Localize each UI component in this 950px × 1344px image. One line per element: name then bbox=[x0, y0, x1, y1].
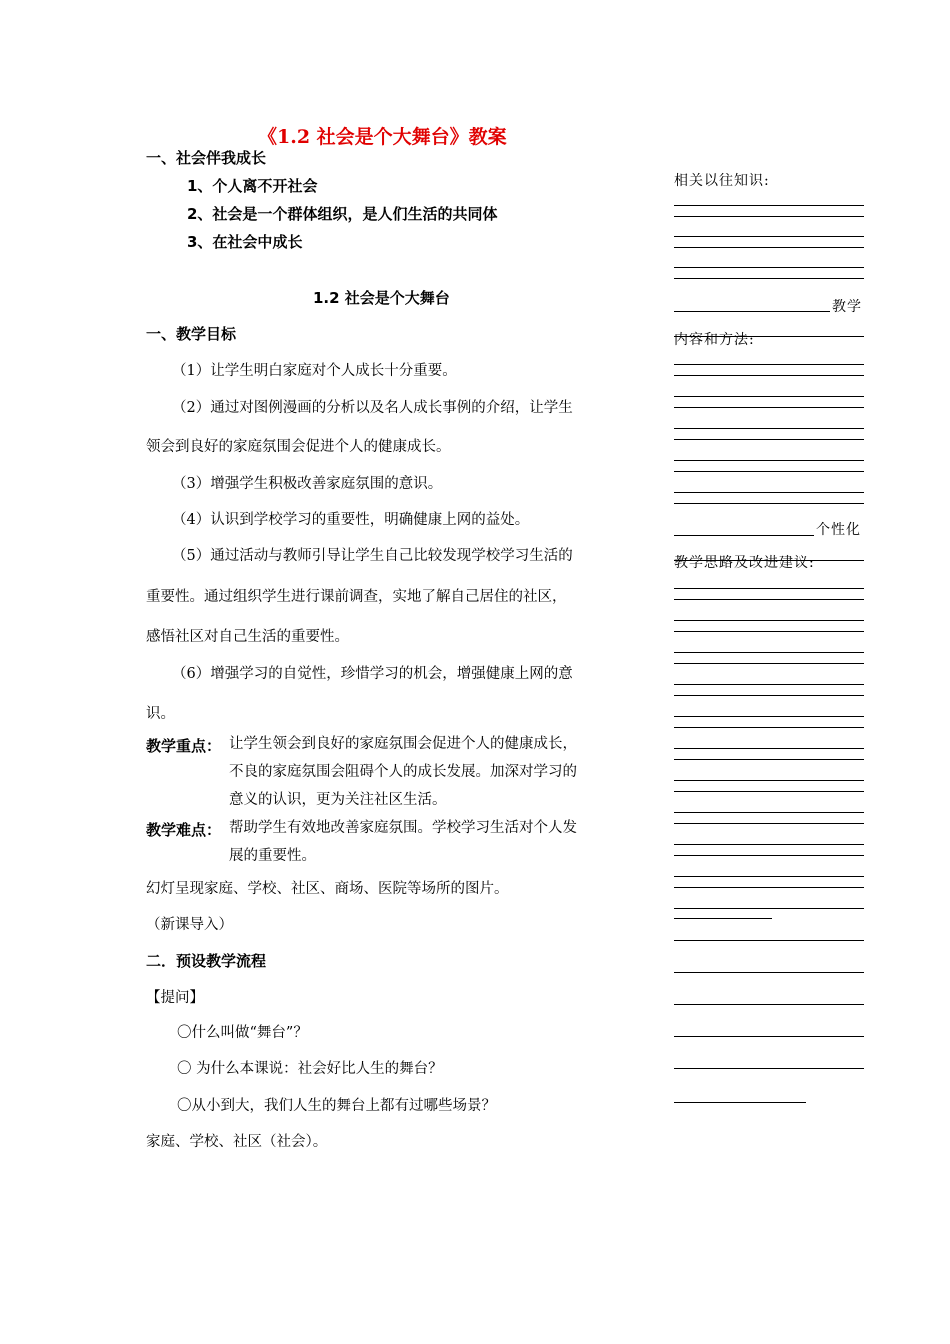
note-line bbox=[674, 791, 864, 792]
objective-line: （2）通过对图例漫画的分析以及名人成长事例的介绍，让学生 bbox=[172, 400, 573, 416]
note-line bbox=[674, 396, 864, 397]
difficulties-text bbox=[229, 814, 577, 870]
objective-line: （6）增强学习的自觉性，珍惜学习的机会，增强健康上网的意 bbox=[172, 666, 573, 682]
objective-line: （4）认识到学校学习的重要性，明确健康上网的益处。 bbox=[172, 512, 530, 528]
note-line bbox=[674, 716, 864, 717]
outline-heading: 一、社会伴我成长 bbox=[146, 149, 267, 167]
note-line bbox=[674, 492, 864, 493]
outline-item: 2、社会是一个群体组织，是人们生活的共同体 bbox=[187, 205, 498, 223]
note-line bbox=[674, 428, 864, 429]
note-line bbox=[674, 748, 864, 749]
key-points-text bbox=[229, 730, 577, 814]
question-line: 〇什么叫做“舞台”？ bbox=[177, 1025, 308, 1041]
note-line bbox=[674, 364, 864, 365]
sidebar-related-label: 相关以往知识: bbox=[674, 173, 770, 189]
note-line bbox=[674, 278, 864, 279]
note-line bbox=[674, 236, 864, 237]
note-line bbox=[674, 918, 772, 919]
note-line bbox=[674, 940, 864, 941]
note-line bbox=[674, 631, 864, 632]
note-line bbox=[674, 1102, 806, 1103]
answer-line: 家庭、学校、社区（社会）。 bbox=[146, 1134, 328, 1150]
note-line bbox=[674, 1068, 864, 1069]
note-line bbox=[674, 311, 830, 312]
section-title: 1.2 社会是个大舞台 bbox=[313, 289, 450, 307]
objective-line: （1）让学生明白家庭对个人成长十分重要。 bbox=[172, 363, 457, 379]
objective-line: （5）通过活动与教师引导让学生自己比较发现学校学习生活的 bbox=[172, 548, 573, 564]
note-line bbox=[674, 823, 864, 824]
note-line bbox=[674, 663, 864, 664]
note-line bbox=[674, 560, 864, 561]
note-line bbox=[674, 812, 864, 813]
objective-line: 识。 bbox=[146, 706, 175, 722]
note-line bbox=[674, 471, 864, 472]
difficulties-line: 帮助学生有效地改善家庭氛围。学校学习生活对个人发 bbox=[229, 820, 577, 836]
note-line bbox=[674, 620, 864, 621]
note-line bbox=[674, 844, 864, 845]
sidebar-personal-label-b: 教学思路及改进建议: bbox=[674, 555, 815, 571]
note-line bbox=[674, 535, 814, 536]
note-line bbox=[674, 336, 864, 337]
key-points-line: 让学生领会到良好的家庭氛围会促进个人的健康成长， bbox=[229, 736, 577, 752]
process-heading: 二．预设教学流程 bbox=[146, 952, 267, 970]
note-line bbox=[674, 887, 864, 888]
document-title: 《1.2 社会是个大舞台》教案 bbox=[258, 126, 507, 148]
difficulties-line: 展的重要性。 bbox=[229, 848, 316, 864]
new-lesson-line: （新课导入） bbox=[146, 917, 233, 933]
key-points-line: 意义的认识，更为关注社区生活。 bbox=[229, 792, 447, 808]
objective-line: （3）增强学生积极改善家庭氛围的意识。 bbox=[172, 476, 443, 492]
note-line bbox=[674, 727, 864, 728]
note-line bbox=[674, 972, 864, 973]
objective-line: 重要性。通过组织学生进行课前调查，实地了解自己居住的社区， bbox=[146, 589, 567, 605]
note-line bbox=[674, 684, 864, 685]
note-line bbox=[674, 695, 864, 696]
note-line bbox=[674, 503, 864, 504]
note-line bbox=[674, 908, 864, 909]
objectives-heading: 一、教学目标 bbox=[146, 325, 237, 343]
note-line bbox=[674, 460, 864, 461]
note-line bbox=[674, 599, 864, 600]
note-line bbox=[674, 759, 864, 760]
objective-line: 感悟社区对自己生活的重要性。 bbox=[146, 629, 349, 645]
note-line bbox=[674, 439, 864, 440]
question-line: 〇 为什么本课说：社会好比人生的舞台？ bbox=[177, 1061, 443, 1077]
note-line bbox=[674, 652, 864, 653]
key-points-label: 教学重点： bbox=[146, 737, 222, 755]
note-line bbox=[674, 205, 864, 206]
difficulties-label: 教学难点： bbox=[146, 821, 222, 839]
sidebar-teaching-label-b: 内容和方法: bbox=[674, 332, 755, 348]
note-line bbox=[674, 876, 864, 877]
sidebar-teaching-label-a: 教学 bbox=[832, 299, 862, 315]
note-line bbox=[674, 1036, 864, 1037]
note-line bbox=[674, 1004, 864, 1005]
note-line bbox=[674, 375, 864, 376]
outline-item: 1、个人离不开社会 bbox=[187, 177, 318, 195]
outline-item: 3、在社会中成长 bbox=[187, 233, 303, 251]
note-line bbox=[674, 407, 864, 408]
note-line bbox=[674, 267, 864, 268]
objective-line: 领会到良好的家庭氛围会促进个人的健康成长。 bbox=[146, 439, 451, 455]
note-line bbox=[674, 855, 864, 856]
question-line: 〇从小到大，我们人生的舞台上都有过哪些场景？ bbox=[177, 1098, 496, 1114]
key-points-line: 不良的家庭氛围会阻碍个人的成长发展。加深对学习的 bbox=[229, 764, 577, 780]
note-line bbox=[674, 588, 864, 589]
note-line bbox=[674, 780, 864, 781]
note-line bbox=[674, 247, 864, 248]
note-line bbox=[674, 216, 864, 217]
ask-label: 【提问】 bbox=[146, 990, 204, 1006]
slides-line: 幻灯呈现家庭、学校、社区、商场、医院等场所的图片。 bbox=[146, 881, 509, 897]
sidebar-personal-label-a: 个性化 bbox=[816, 522, 861, 538]
